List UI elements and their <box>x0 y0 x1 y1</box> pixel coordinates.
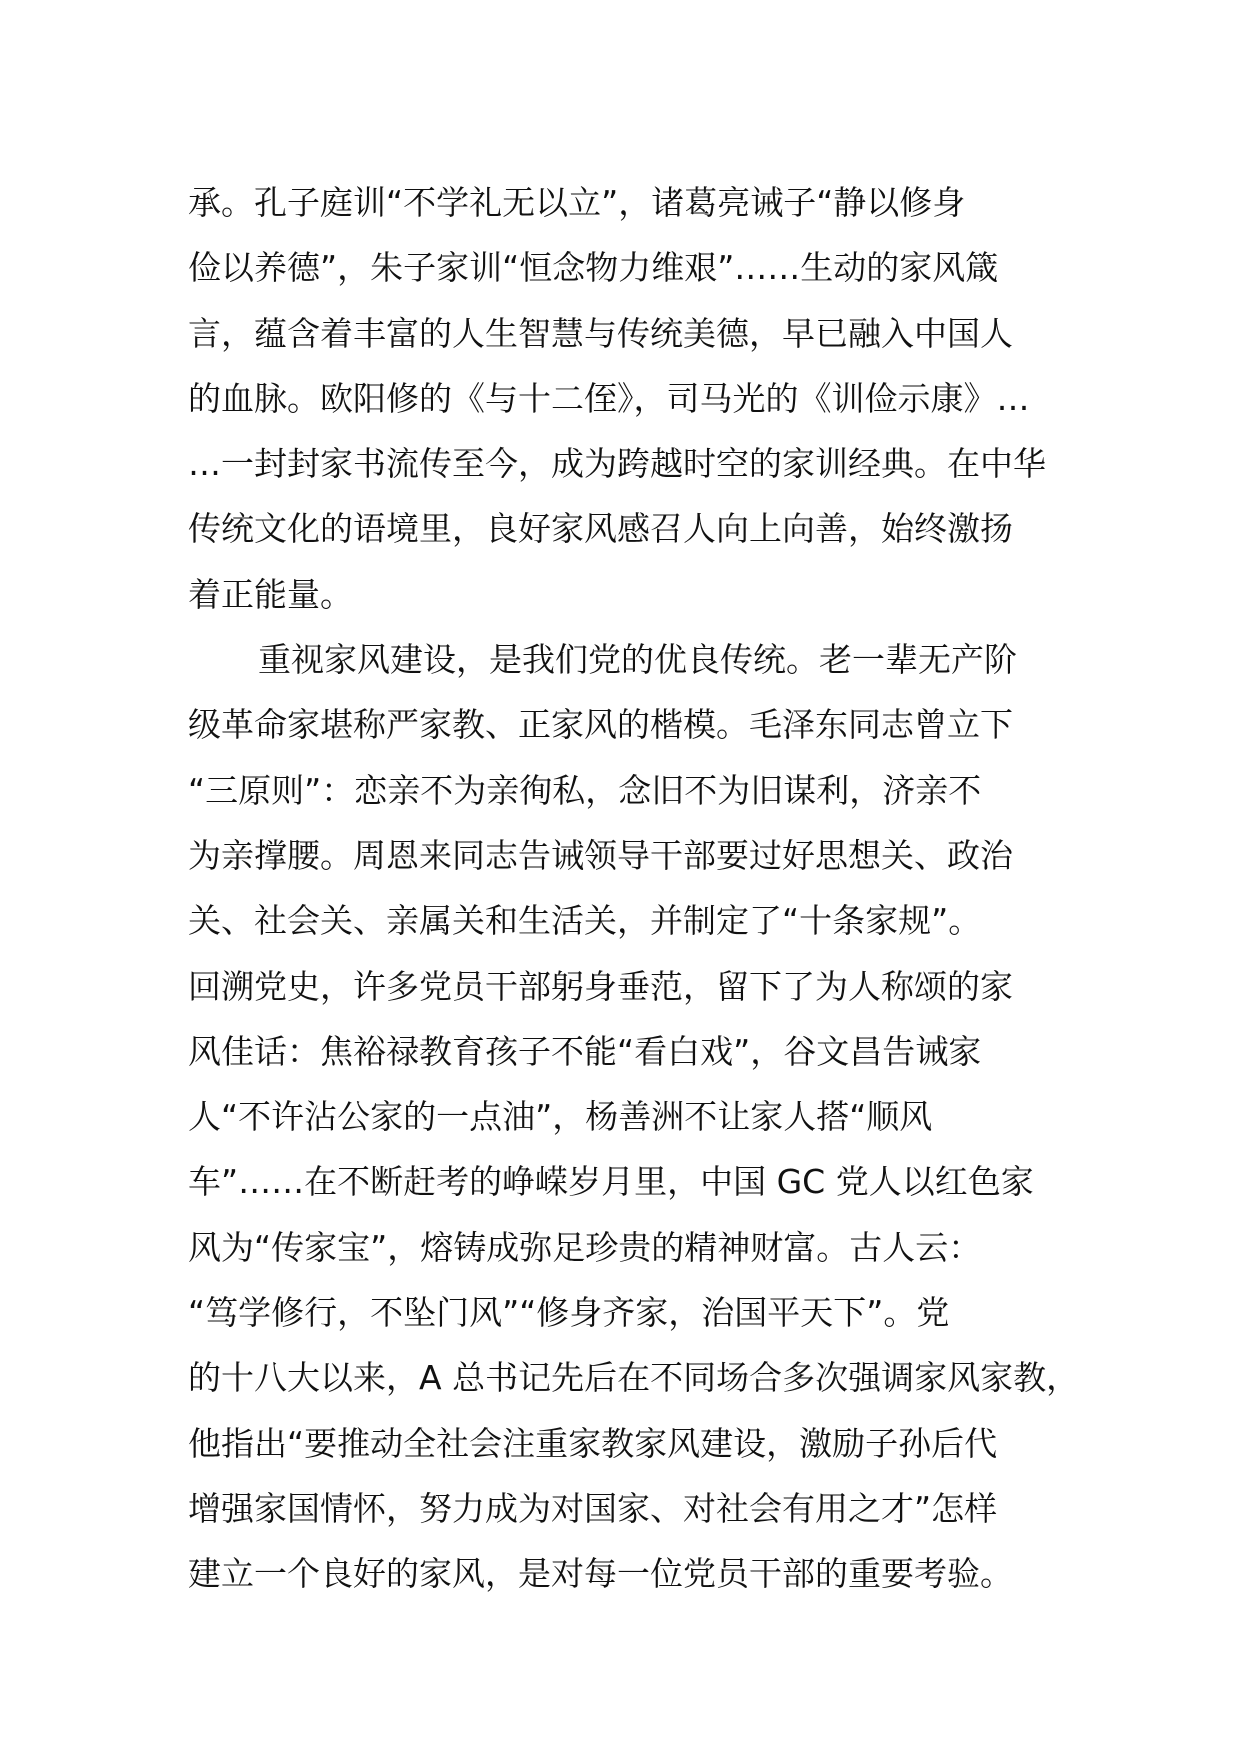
text-line: 的十八大以来，A 总书记先后在不同场合多次强调家风家教， <box>188 1358 1080 1398</box>
body-text <box>188 170 1088 1607</box>
text-line: 级革命家堪称严家教、正家风的楷模。毛泽东同志曾立下 <box>188 705 1013 745</box>
text-line: 的血脉。欧阳修的《与十二侄》，司马光的《训俭示康》… <box>188 378 1030 418</box>
text-line: 着正能量。 <box>188 574 353 614</box>
text-line: 人“不许沾公家的一点油”，杨善洲不让家人搭“顺风 <box>188 1097 933 1137</box>
text-line: “笃学修行，不坠门风”“修身齐家，治国平天下”。党 <box>188 1293 950 1333</box>
paragraph-2 <box>188 627 1088 1606</box>
text-line: 关、社会关、亲属关和生活关，并制定了“十条家规”。 <box>188 901 982 941</box>
text-line: 承。孔子庭训“不学礼无以立”，诸葛亮诫子“静以修身 <box>188 183 966 222</box>
text-line: 风佳话：焦裕禄教育孩子不能“看白戏”，谷文昌告诫家 <box>188 1031 982 1071</box>
text-line: 传统文化的语境里，良好家风感召人向上向善，始终激扬 <box>188 509 1013 549</box>
text-line: 为亲撑腰。周恩来同志告诫领导干部要过好思想关、政治 <box>188 835 1013 875</box>
text-line: “三原则”：恋亲不为亲徇私，念旧不为旧谋利，济亲不 <box>188 770 982 810</box>
text-line: 增强家国情怀，努力成为对国家、对社会有用之才”怎样 <box>188 1488 998 1528</box>
text-line: 车”……在不断赶考的峥嵘岁月里，中国 GC 党人以红色家 <box>188 1162 1034 1202</box>
text-line: 重视家风建设，是我们党的优良传统。老一辈无产阶 <box>258 640 1017 680</box>
text-line: 建立一个良好的家风，是对每一位党员干部的重要考验。 <box>188 1554 1013 1594</box>
text-line: …一封封家书流传至今，成为跨越时空的家训经典。在中华 <box>188 444 1046 484</box>
text-line: 风为“传家宝”，熔铸成弥足珍贵的精神财富。古人云： <box>188 1227 982 1267</box>
text-line: 言，蕴含着丰富的人生智慧与传统美德，早已融入中国人 <box>188 313 1013 353</box>
paragraph-1 <box>188 170 1088 627</box>
text-line: 回溯党史，许多党员干部躬身垂范，留下了为人称颂的家 <box>188 966 1013 1006</box>
text-line: 俭以养德”，朱子家训“恒念物力维艰”……生动的家风箴 <box>188 248 999 288</box>
text-line: 他指出“要推动全社会注重家教家风建设，激励子孙后代 <box>188 1423 998 1463</box>
